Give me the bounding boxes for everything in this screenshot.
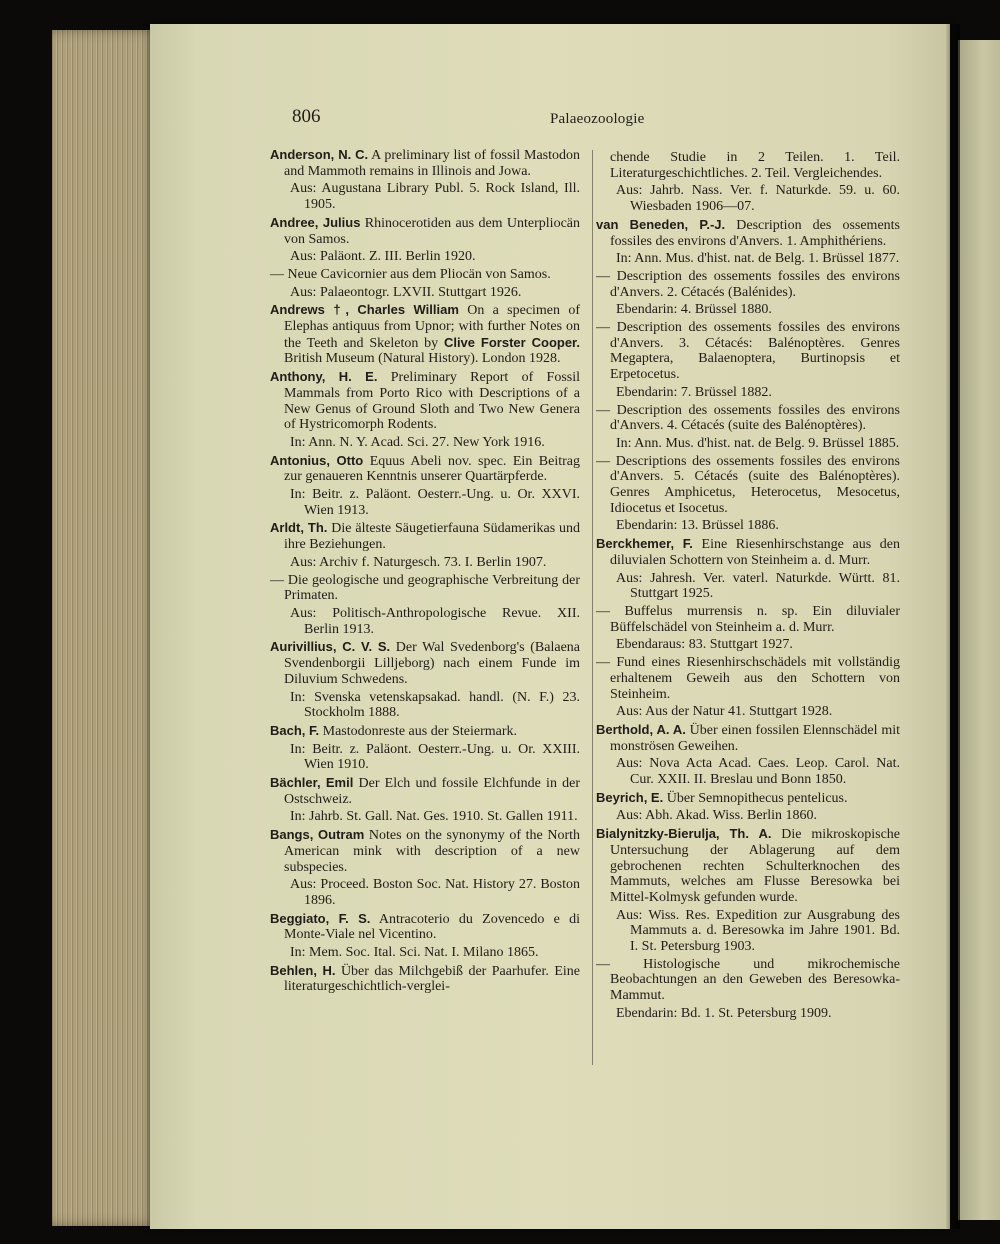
entry-title: Preliminary Report of Fossil Mammals from Porto Rico with Descriptions of a New Genus of Ground Sloth and Two New Genera of Hystricomorph Rodents.: [284, 370, 580, 433]
bibliography-entry: [270, 215, 580, 247]
entry-title: Rhinocerotiden aus dem Unterpliocän von Samos.: [284, 215, 580, 247]
bibliography-entry: [596, 217, 900, 249]
entry-source: Ebendarin: 7. Brüssel 1882.: [616, 384, 772, 400]
bibliography-entry: [270, 775, 580, 807]
author-name: Berthold, A. A.: [596, 721, 686, 737]
entry-source: In: Jahrb. St. Gall. Nat. Ges. 1910. St. Gallen 1911.: [290, 809, 578, 825]
bibliography-entry: [270, 963, 580, 995]
author-name: Arldt, Th.: [270, 520, 328, 536]
bibliography-entry: [596, 722, 900, 754]
entry-title: Equus Abeli nov. spec. Ein Beitrag zur genaueren Kenntnis unserer Quartärpferde.: [284, 453, 580, 485]
bibliography-entry: [270, 302, 580, 367]
entry-source: In: Svenska vetenskapsakad. handl. (N. F.) 23. Stockholm 1888.: [290, 689, 580, 721]
entry-source: Aus: Archiv f. Naturgesch. 73. I. Berlin 1907.: [290, 554, 547, 570]
entry-source: Aus: Wiss. Res. Expedition zur Ausgrabung des Mammuts a. d. Beresowka im Jahre 1901. Bd. I. St. Petersburg 1903.: [616, 907, 900, 955]
entry-title: Der Elch und fossile Elchfunde in der Ostschweiz.: [284, 776, 580, 807]
page-number: 806: [292, 106, 321, 127]
entry-source: In: Ann. N. Y. Acad. Sci. 27. New York 1916.: [290, 434, 545, 450]
book-page-edges: [52, 30, 162, 1226]
author-name: Andrews †, Charles William: [270, 302, 459, 318]
bibliography-entry-continued: — Histologische und mikrochemische Beobachtungen an den Geweben des Beresowka-Mammut.: [596, 956, 900, 1004]
entry-title: Antracoterio du Zovencedo e di Monte-Viale nel Vicentino.: [284, 911, 580, 943]
bibliography-entry: [270, 827, 580, 875]
bibliography-entry-continued: — Description des ossements fossiles des environs d'Anvers. 2. Cétacés (Balénides).: [596, 268, 900, 300]
author-name: Bach, F.: [270, 722, 320, 738]
entry-title: Eine Riesenhirschstange aus den diluvialen Schottern von Steinheim a. d. Murr.: [610, 537, 900, 568]
entry-source: In: Beitr. z. Paläont. Oesterr.-Ung. u. Or. XXIII. Wien 1910.: [290, 741, 580, 773]
bibliography-entry: [270, 520, 580, 552]
author-name: Beggiato, F. S.: [270, 910, 371, 926]
entry-source: Aus: Politisch-Anthropologische Revue. XII. Berlin 1913.: [290, 605, 580, 637]
entry-source: Aus: Paläont. Z. III. Berlin 1920.: [290, 249, 476, 265]
left-column: [270, 147, 580, 997]
entry-source: Aus: Aus der Natur 41. Stuttgart 1928.: [616, 704, 833, 720]
author-name: van Beneden, P.-J.: [596, 216, 726, 232]
entry-title: Über einen fossilen Elennschädel mit monströsen Geweihen.: [610, 722, 900, 754]
entry-source: Aus: Nova Acta Acad. Caes. Leop. Carol. Nat. Cur. XXII. II. Breslau und Bonn 1850.: [616, 756, 900, 788]
author-name: Behlen, H.: [270, 962, 336, 978]
entry-source: In: Ann. Mus. d'hist. nat. de Belg. 1. Brüssel 1877.: [616, 251, 900, 267]
entry-title: Der Wal Svedenborg's (Balaena Svendenborgii Lilljeborg) nach einem Funde im Diluvium Schwedens.: [284, 640, 580, 687]
entry-title: Die mikroskopische Untersuchung der Ablagerung auf dem gebrochenen rechten Schulterknochen des Mammuts, welches am Flusse Beresowka bei Mittel-Kolmysk gefunden wurde.: [610, 827, 900, 905]
bibliography-entry: [596, 826, 900, 906]
bibliography-entry-continued: — Buffelus murrensis n. sp. Ein diluvialer Büffelschädel von Steinheim a. d. Murr.: [596, 603, 900, 635]
author-name: Beyrich, E.: [596, 789, 664, 805]
entry-title: Description des ossements fossiles des environs d'Anvers. 1. Amphithériens.: [610, 217, 900, 249]
author-name: Bächler, Emil: [270, 775, 354, 791]
entry-source: Aus: Jahresh. Ver. vaterl. Naturkde. Württ. 81. Stuttgart 1925.: [616, 570, 900, 602]
entry-source: Ebendarin: Bd. 1. St. Petersburg 1909.: [616, 1005, 832, 1021]
bibliography-entry: [270, 147, 580, 179]
entry-title: Notes on the synonymy of the North American mink with description of a new subspecies.: [284, 828, 580, 875]
entry-source: Ebendarin: 13. Brüssel 1886.: [616, 518, 779, 534]
entry-source: In: Mem. Soc. Ital. Sci. Nat. I. Milano 1865.: [290, 945, 539, 961]
author-name: Bangs, Outram: [270, 827, 365, 843]
bibliography-entry-continued: — Descriptions des ossements fossiles des environs d'Anvers. 5. Cétacés (suite des Balénoptères). Genres Amphicetus, Heterocetus, Mesocetus, Idiocetus et Isocetus.: [596, 453, 900, 516]
entry-source: Aus: Palaeontogr. LXVII. Stuttgart 1926.: [290, 284, 522, 300]
bibliography-entry-continued: — Neue Cavicornier aus dem Pliocän von Samos.: [270, 266, 551, 282]
author-name: Anthony, H. E.: [270, 369, 378, 385]
entry-source: Aus: Augustana Library Publ. 5. Rock Island, Ill. 1905.: [290, 181, 580, 213]
entry-title: Mastodonreste aus der Steiermark.: [319, 723, 518, 739]
bibliography-entry: [270, 369, 580, 433]
author-name: Anderson, N. C.: [270, 147, 369, 162]
facing-page-sliver: [958, 40, 1000, 1220]
entry-title: Über das Milchgebiß der Paarhufer. Eine literaturgeschichtlich-verglei-: [284, 963, 580, 995]
entry-title: Über Semnopithecus pentelicus.: [663, 790, 848, 806]
bibliography-entry-continued: — Fund eines Riesenhirschschädels mit vollständig erhaltenem Geweih aus den Schottern von Steinheim.: [596, 655, 900, 702]
bibliography-entry-continued: — Description des ossements fossiles des environs d'Anvers. 3. Cétacés: Balénoptères. Genres Megaptera, Balaenoptera, Burtinopsis et Erpetocetus.: [596, 320, 900, 383]
entry-source: Ebendarin: 4. Brüssel 1880.: [616, 302, 772, 318]
bibliography-entry: [596, 536, 900, 568]
entry-source: Aus: Proceed. Boston Soc. Nat. History 27. Boston 1896.: [290, 877, 580, 908]
bibliography-entry: [270, 911, 580, 943]
entry-source: Ebendaraus: 83. Stuttgart 1927.: [616, 637, 793, 653]
gutter-shadow: [946, 24, 960, 1229]
entry-source: In: Beitr. z. Paläont. Oesterr.-Ung. u. Or. XXVI. Wien 1913.: [290, 487, 580, 518]
entry-source: Aus: Jahrb. Nass. Ver. f. Naturkde. 59. u. 60. Wiesbaden 1906—07.: [616, 183, 900, 215]
author-name: Berckhemer, F.: [596, 536, 693, 552]
entry-source: In: Ann. Mus. d'hist. nat. de Belg. 9. Brüssel 1885.: [616, 435, 900, 451]
entry-title-continued: British Museum (Natural History). London 1928.: [284, 351, 561, 367]
running-head: Palaeozoologie: [550, 111, 645, 127]
author-name: Bialynitzky-Bierulja, Th. A.: [596, 826, 772, 842]
author-name: Aurivillius, C. V. S.: [270, 639, 391, 655]
author-name: Antonius, Otto: [270, 452, 364, 468]
bibliography-entry: [596, 790, 900, 807]
author-name: Andree, Julius: [270, 214, 361, 230]
entry-continuation: chende Studie in 2 Teilen. 1. Teil. Literaturgeschichtliches. 2. Teil. Vergleichendes.: [610, 150, 900, 181]
bibliography-entry-continued: — Die geologische und geographische Verbreitung der Primaten.: [270, 572, 580, 604]
bibliography-entry: [270, 639, 580, 687]
entry-title: On a specimen of Elephas antiquus from Upnor; with further Notes on the Teeth and Skeleton by: [284, 303, 580, 351]
coauthor-name: Clive Forster Cooper.: [443, 334, 581, 350]
bibliography-entry: [270, 453, 580, 485]
bibliography-entry: [270, 723, 580, 740]
bibliography-entry-continued: — Description des ossements fossiles des environs d'Anvers. 4. Cétacés (suite des Balénoptères).: [596, 402, 900, 434]
entry-title: A preliminary list of fossil Mastodon and Mammoth remains in Illinois and Jowa.: [284, 148, 580, 179]
entry-title: Die älteste Säugetierfauna Südamerikas und ihre Beziehungen.: [284, 521, 581, 553]
entry-source: Aus: Abh. Akad. Wiss. Berlin 1860.: [616, 808, 818, 824]
right-column: [588, 150, 900, 1024]
